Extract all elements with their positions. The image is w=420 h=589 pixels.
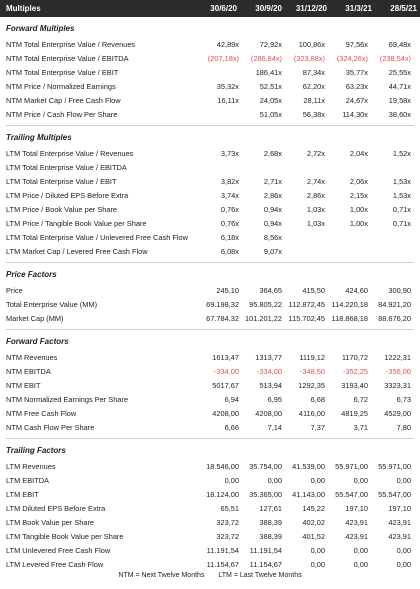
table-cell: 18.546,00 — [206, 461, 239, 471]
section-divider — [6, 329, 414, 330]
table-row — [0, 283, 420, 297]
table-cell: 197,10 — [345, 503, 368, 513]
table-cell: -334,00 — [213, 366, 239, 376]
table-row — [0, 93, 420, 107]
table-cell: 1,53x — [392, 176, 411, 186]
table-cell: 415,50 — [302, 285, 325, 295]
table-cell: 6,08x — [220, 246, 239, 256]
table-cell: 0,71x — [392, 218, 411, 228]
footer-legend — [0, 572, 420, 579]
row-label: LTM Total Enterprise Value / EBIT — [6, 176, 117, 186]
table-row — [0, 515, 420, 529]
row-label: NTM EBIT — [6, 380, 41, 390]
table-cell: 245,10 — [216, 285, 239, 295]
table-cell: (324,26x) — [336, 53, 368, 63]
table-cell: 5017,67 — [212, 380, 239, 390]
table-row — [0, 37, 420, 51]
row-label: NTM Total Enterprise Value / Revenues — [6, 39, 136, 49]
table-row — [0, 420, 420, 434]
table-cell: 25,55x — [388, 67, 411, 77]
row-label: LTM Total Enterprise Value / EBITDA — [6, 162, 127, 172]
table-cell: 2,86x — [263, 190, 282, 200]
table-row — [0, 311, 420, 325]
table-row — [0, 160, 420, 174]
section-title: Trailing Multiples — [6, 133, 72, 142]
table-cell: 1313,77 — [255, 352, 282, 362]
footer-ntm: NTM = Next Twelve Months — [118, 572, 205, 579]
table-cell: 114.220,18 — [331, 299, 368, 309]
table-cell: 35,77x — [345, 67, 368, 77]
table-cell: 0,76x — [220, 204, 239, 214]
table-cell: 44,71x — [388, 81, 411, 91]
table-row — [0, 364, 420, 378]
table-cell: 402,02 — [302, 517, 325, 527]
table-cell: 2,72x — [306, 148, 325, 158]
row-label: Price — [6, 285, 23, 295]
table-cell: 65,51 — [220, 503, 239, 513]
table-row — [0, 557, 420, 571]
table-cell: 3,74x — [220, 190, 239, 200]
row-label: NTM Cash Flow Per Share — [6, 422, 95, 432]
table-cell: 1,00x — [349, 204, 368, 214]
table-cell: 2,68x — [263, 148, 282, 158]
table-cell: 62,20x — [302, 81, 325, 91]
table-cell: 127,61 — [259, 503, 282, 513]
table-cell: 1119,12 — [299, 352, 325, 362]
table-cell: 63,23x — [345, 81, 368, 91]
section-divider — [6, 438, 414, 439]
table-cell: 115.702,45 — [288, 313, 325, 323]
table-cell: 97,56x — [345, 39, 368, 49]
table-cell: 145,22 — [302, 503, 325, 513]
table-cell: 323,72 — [216, 531, 239, 541]
table-cell: (238,54x) — [379, 53, 411, 63]
table-cell: -352,25 — [342, 366, 368, 376]
table-cell: 401,52 — [302, 531, 325, 541]
table-cell: 0,00 — [396, 545, 411, 555]
table-cell: 11.154,67 — [206, 559, 239, 569]
row-label: LTM Total Enterprise Value / Revenues — [6, 148, 134, 158]
row-label: Market Cap (MM) — [6, 313, 64, 323]
table-row — [0, 188, 420, 202]
section-title: Trailing Factors — [6, 446, 66, 455]
table-cell: 0,00 — [310, 475, 325, 485]
table-cell: 2,15x — [349, 190, 368, 200]
table-cell: 41.539,00 — [292, 461, 325, 471]
table-cell: 35.365,00 — [249, 489, 282, 499]
table-row — [0, 79, 420, 93]
table-cell: 100,86x — [298, 39, 325, 49]
table-cell: 1292,35 — [298, 380, 325, 390]
table-cell: 3,73x — [220, 148, 239, 158]
section — [0, 336, 420, 439]
row-label: LTM Unlevered Free Cash Flow — [6, 545, 111, 555]
table-cell: (207,18x) — [207, 53, 239, 63]
table-row — [0, 501, 420, 515]
table-cell: 41.143,00 — [292, 489, 325, 499]
table-cell: 6,94 — [224, 394, 239, 404]
table-cell: 38,60x — [388, 109, 411, 119]
table-body — [0, 23, 420, 571]
row-label: LTM Tangible Book Value per Share — [6, 531, 124, 541]
row-label: NTM Total Enterprise Value / EBIT — [6, 67, 119, 77]
section — [0, 23, 420, 126]
footer-ltm: LTM = Last Twelve Months — [218, 572, 302, 579]
table-cell: 24,05x — [259, 95, 282, 105]
table-cell: 88.676,20 — [378, 313, 411, 323]
table-cell: 3323,31 — [384, 380, 411, 390]
table-cell: 423,91 — [388, 517, 411, 527]
table-cell: (323,88x) — [293, 53, 325, 63]
table-row — [0, 174, 420, 188]
table-cell: 388,39 — [259, 517, 282, 527]
table-cell: -356,00 — [385, 366, 411, 376]
table-header — [0, 0, 420, 17]
table-cell: 55.547,00 — [335, 489, 368, 499]
row-label: LTM Price / Diluted EPS Before Extra — [6, 190, 129, 200]
table-cell: 55.971,00 — [378, 461, 411, 471]
table-row — [0, 529, 420, 543]
table-cell: 11.154,67 — [249, 559, 282, 569]
table-cell: 2,86x — [306, 190, 325, 200]
table-cell: 0,00 — [267, 475, 282, 485]
table-cell: 1,03x — [306, 218, 325, 228]
row-label: LTM Price / Tangible Book Value per Share — [6, 218, 147, 228]
table-cell: 0,00 — [353, 559, 368, 569]
table-row — [0, 350, 420, 364]
table-cell: 2,04x — [349, 148, 368, 158]
table-cell: 1,03x — [306, 204, 325, 214]
table-row — [0, 216, 420, 230]
table-cell: 423,91 — [388, 531, 411, 541]
table-cell: 95.805,22 — [249, 299, 282, 309]
table-cell: 11.191,54 — [206, 545, 239, 555]
row-label: LTM Diluted EPS Before Extra — [6, 503, 106, 513]
table-cell: 1,00x — [349, 218, 368, 228]
table-row — [0, 392, 420, 406]
section — [0, 269, 420, 330]
table-cell: 513,94 — [259, 380, 282, 390]
table-cell: 4208,00 — [212, 408, 239, 418]
row-label: LTM Revenues — [6, 461, 56, 471]
table-cell: 55.547,00 — [378, 489, 411, 499]
table-cell: 112.872,45 — [288, 299, 325, 309]
table-cell: 84.921,20 — [378, 299, 411, 309]
table-cell: 6,66 — [224, 422, 239, 432]
table-cell: 18.124,00 — [206, 489, 239, 499]
table-row — [0, 65, 420, 79]
section — [0, 132, 420, 263]
table-row — [0, 107, 420, 121]
table-cell: 35,32x — [216, 81, 239, 91]
table-cell: (286,84x) — [250, 53, 282, 63]
row-label: NTM Free Cash Flow — [6, 408, 77, 418]
table-cell: 8,56x — [263, 232, 282, 242]
table-cell: 114,30x — [342, 109, 368, 119]
header-col-1: 30/6/20 — [210, 4, 237, 13]
section — [0, 445, 420, 571]
table-cell: 118.868,18 — [331, 313, 368, 323]
table-cell: 1613,47 — [212, 352, 239, 362]
table-cell: 2,06x — [349, 176, 368, 186]
table-cell: 6,72 — [353, 394, 368, 404]
header-col-2: 30/9/20 — [255, 4, 282, 13]
table-cell: 67.784,32 — [206, 313, 239, 323]
table-cell: 72,92x — [259, 39, 282, 49]
section-title: Forward Multiples — [6, 24, 75, 33]
table-cell: 0,94x — [263, 204, 282, 214]
table-cell: 55.971,00 — [335, 461, 368, 471]
row-label: LTM Book Value per Share — [6, 517, 95, 527]
table-cell: 9,07x — [263, 246, 282, 256]
table-cell: 388,39 — [259, 531, 282, 541]
table-cell: 1222,31 — [384, 352, 411, 362]
row-label: LTM Total Enterprise Value / Unlevered Free Cash Flow — [6, 232, 188, 242]
table-row — [0, 487, 420, 501]
table-cell: 423,91 — [345, 517, 368, 527]
table-cell: 6,68 — [310, 394, 325, 404]
table-row — [0, 378, 420, 392]
table-row — [0, 297, 420, 311]
table-cell: 423,91 — [345, 531, 368, 541]
table-cell: 51,05x — [259, 109, 282, 119]
row-label: NTM Price / Normalized Earnings — [6, 81, 116, 91]
section-divider — [6, 262, 414, 263]
row-label: NTM Normalized Earnings Per Share — [6, 394, 128, 404]
table-cell: 7,80 — [396, 422, 411, 432]
table-cell: 101.201,22 — [245, 313, 282, 323]
table-row — [0, 473, 420, 487]
table-cell: 24,67x — [345, 95, 368, 105]
header-title: Multiples — [6, 4, 41, 13]
table-cell: 69.198,32 — [206, 299, 239, 309]
row-label: LTM Market Cap / Levered Free Cash Flow — [6, 246, 148, 256]
table-cell: 186,41x — [255, 67, 282, 77]
table-cell: 4819,25 — [341, 408, 368, 418]
table-row — [0, 51, 420, 65]
table-cell: 69,48x — [388, 39, 411, 49]
table-cell: 87,34x — [302, 67, 325, 77]
table-cell: 0,71x — [392, 204, 411, 214]
row-label: LTM EBIT — [6, 489, 39, 499]
table-cell: 197,10 — [388, 503, 411, 513]
table-cell: 0,00 — [224, 475, 239, 485]
table-cell: 424,60 — [345, 285, 368, 295]
table-cell: 19,58x — [388, 95, 411, 105]
table-cell: 0,00 — [310, 545, 325, 555]
table-cell: 1,52x — [392, 148, 411, 158]
table-cell: 3,82x — [220, 176, 239, 186]
header-col-5: 28/5/21 — [390, 4, 417, 13]
row-label: NTM Revenues — [6, 352, 58, 362]
table-cell: 6,73 — [396, 394, 411, 404]
table-cell: 0,00 — [396, 559, 411, 569]
table-cell: 0,00 — [353, 545, 368, 555]
table-cell: 300,90 — [388, 285, 411, 295]
row-label: LTM Price / Book Value per Share — [6, 204, 118, 214]
table-cell: 42,89x — [216, 39, 239, 49]
table-cell: 0,00 — [310, 559, 325, 569]
table-cell: 3193,40 — [341, 380, 368, 390]
row-label: NTM EBITDA — [6, 366, 51, 376]
table-cell: 0,00 — [353, 475, 368, 485]
row-label: NTM Total Enterprise Value / EBITDA — [6, 53, 129, 63]
table-cell: 11.191,54 — [249, 545, 282, 555]
table-cell: 0,94x — [263, 218, 282, 228]
table-cell: 0,00 — [396, 475, 411, 485]
table-cell: 3,71 — [353, 422, 368, 432]
row-label: NTM Price / Cash Flow Per Share — [6, 109, 118, 119]
table-row — [0, 244, 420, 258]
table-cell: 4116,00 — [298, 408, 325, 418]
header-col-4: 31/3/21 — [345, 4, 372, 13]
table-cell: 0,76x — [220, 218, 239, 228]
row-label: NTM Market Cap / Free Cash Flow — [6, 95, 121, 105]
table-cell: 1170,72 — [341, 352, 368, 362]
section-title: Forward Factors — [6, 337, 69, 346]
table-row — [0, 459, 420, 473]
header-col-3: 31/12/20 — [295, 4, 327, 13]
table-cell: 6,95 — [267, 394, 282, 404]
table-row — [0, 146, 420, 160]
section-title: Price Factors — [6, 270, 57, 279]
table-row — [0, 406, 420, 420]
row-label: LTM Levered Free Cash Flow — [6, 559, 104, 569]
table-cell: 323,72 — [216, 517, 239, 527]
table-cell: 6,18x — [220, 232, 239, 242]
table-cell: 7,37 — [310, 422, 325, 432]
table-cell: 2,71x — [263, 176, 282, 186]
table-cell: 4208,00 — [255, 408, 282, 418]
table-row — [0, 230, 420, 244]
table-cell: -348,50 — [299, 366, 325, 376]
row-label: Total Enterprise Value (MM) — [6, 299, 98, 309]
row-label: LTM EBITDA — [6, 475, 49, 485]
table-cell: 2,74x — [306, 176, 325, 186]
table-cell: 364,65 — [259, 285, 282, 295]
table-cell: 4529,00 — [384, 408, 411, 418]
table-cell: 35.754,00 — [249, 461, 282, 471]
table-cell: 7,14 — [267, 422, 282, 432]
table-cell: 1,53x — [392, 190, 411, 200]
table-cell: 52,51x — [259, 81, 282, 91]
table-cell: -334,00 — [256, 366, 282, 376]
section-divider — [6, 125, 414, 126]
table-cell: 56,38x — [302, 109, 325, 119]
table-row — [0, 202, 420, 216]
table-row — [0, 543, 420, 557]
table-cell: 28,11x — [303, 95, 325, 105]
table-cell: 16,11x — [217, 95, 239, 105]
